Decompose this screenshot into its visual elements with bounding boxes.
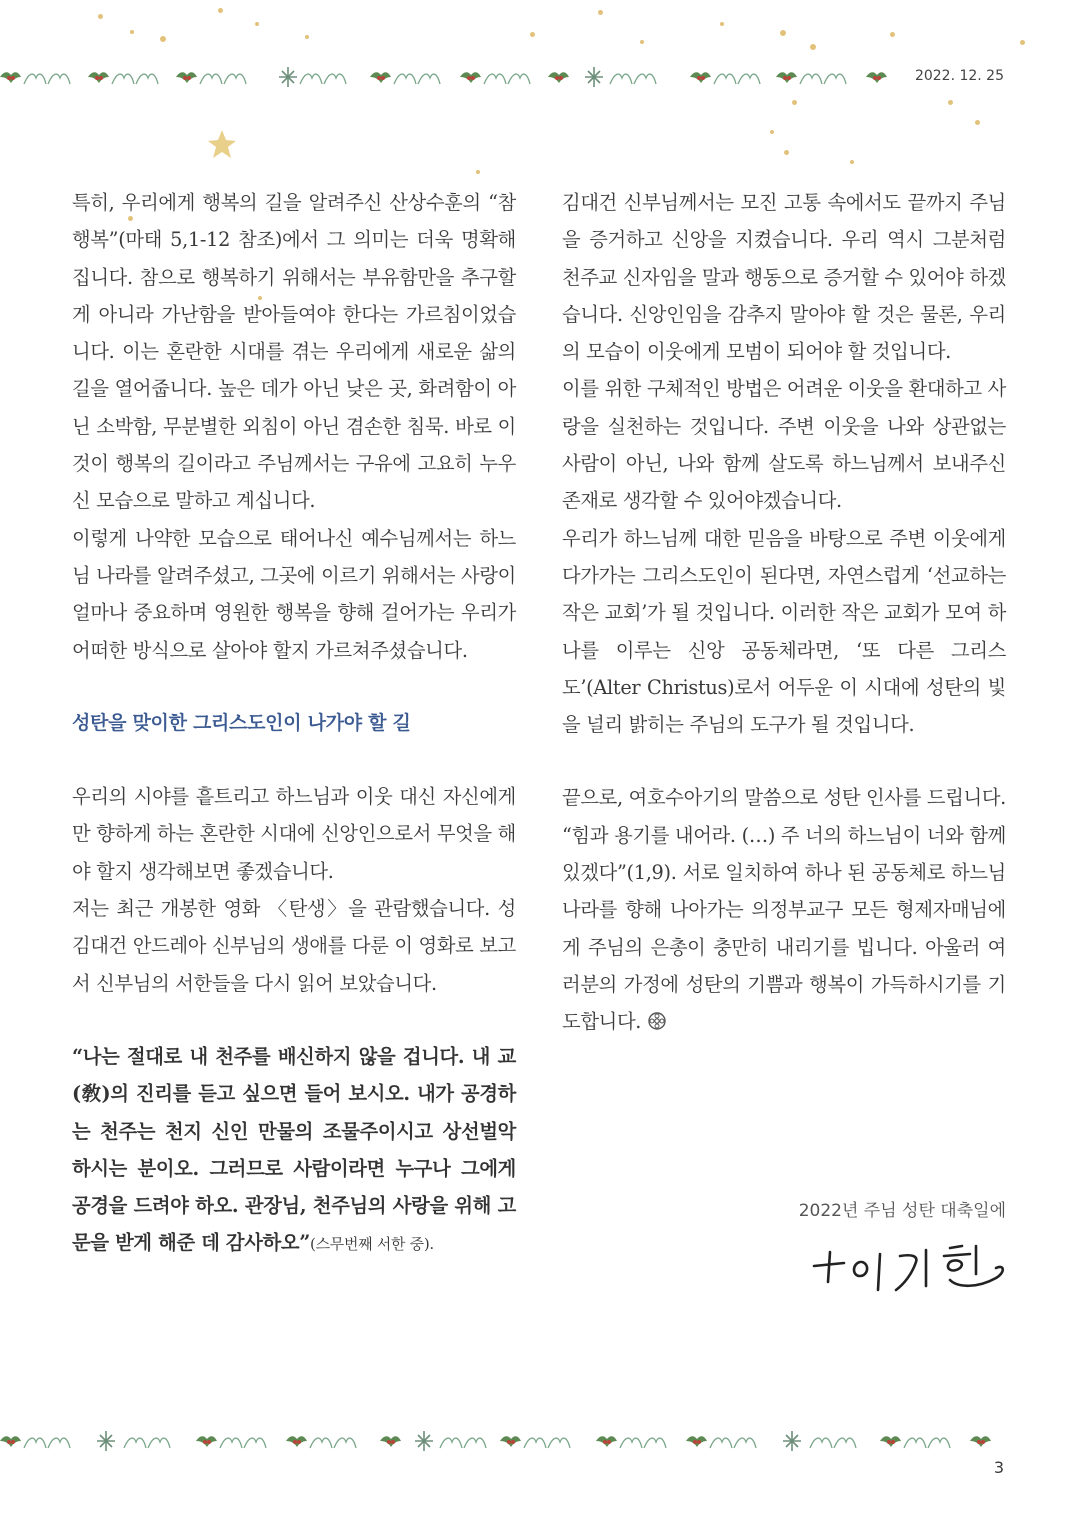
handwritten-signature — [800, 1232, 1020, 1302]
letter-quote — [72, 1038, 516, 1264]
holly-border-top — [0, 66, 1000, 88]
section-heading: 성탄을 맞이한 그리스도인이 나가야 할 길 — [72, 711, 411, 734]
issue-date: 2022. 12. 25 — [914, 68, 1004, 84]
signoff-line: 2022년 주님 성탄 대축일에 — [798, 1201, 1006, 1221]
body-paragraph: 김대건 신부님께서는 모진 고통 속에서도 끝까지 주님을 증거하고 신앙을 지켰습니다. 우리 역시 그분처럼 천주교 신자임을 말과 행동으로 증거할 수 있어야 하겠습니다. 신앙인임을 감추지 말아야 할 것은 물론, 우리의 모습이 이웃에게 모범이 되어야 할 것입니다. — [562, 191, 1006, 364]
body-paragraph: 우리가 하느님께 대한 믿음을 바탕으로 주변 이웃에게 다가가는 그리스도인이 된다면, 자연스럽게 ‘선교하는 작은 교회’가 될 것입니다. 이러한 작은 교회가 모여 하나를 이루는 신앙 공동체라면, ‘또 다른 그리스도’(Alter Christus)로서 어두운 이 시대에 성탄의 빛을 널리 밝히는 주님의 도구가 될 것입니다. — [562, 526, 1006, 737]
body-paragraph: 우리의 시야를 흩트리고 하느님과 이웃 대신 자신에게만 향하게 하는 혼란한 시대에 신앙인으로서 무엇을 해야 할지 생각해보면 좋겠습니다. — [72, 785, 516, 883]
closing-text: 끝으로, 여호수아기의 말씀으로 성탄 인사를 드립니다. “힘과 용기를 내어라. (…) 주 너의 하느님이 너와 함께 있겠다”(1,9). 서로 일치하여 하나 된 공동체로 하느님 나라를 향해 나아가는 의정부교구 모든 형제자매님에게 주님의 은총이 충만히 내리기를 빕니다. 아울러 여러분의 가정에 성탄의 기쁨과 행복이 가득하시기를 기도합니다. — [562, 786, 1006, 1034]
body-paragraph: 이렇게 나약한 모습으로 태어나신 예수님께서는 하느님 나라를 알려주셨고, 그곳에 이르기 위해서는 사랑이 얼마나 중요하며 영원한 행복을 향해 걸어가는 우리가 어떠한 방식으로 살아야 할지 가르쳐주셨습니다. — [72, 526, 516, 662]
page-number: 3 — [993, 1458, 1004, 1477]
flower-ornament-icon — [647, 1011, 667, 1031]
closing-paragraph — [562, 779, 1006, 1040]
left-column — [72, 184, 516, 1264]
right-column — [562, 184, 1006, 1041]
body-paragraph: 저는 최근 개봉한 영화 〈탄생〉을 관람했습니다. 성 김대건 안드레아 신부님의 생애를 다룬 이 영화로 보고서 신부님의 서한들을 다시 읽어 보았습니다. — [72, 897, 516, 995]
star-icon — [206, 128, 238, 160]
body-paragraph: 이를 위한 구체적인 방법은 어려운 이웃을 환대하고 사랑을 실천하는 것입니다. 주변 이웃을 나와 상관없는 사람이 아닌, 나와 함께 살도록 하느님께서 보내주신 존재로 생각할 수 있어야겠습니다. — [562, 377, 1006, 513]
quote-text: “나는 절대로 내 천주를 배신하지 않을 겁니다. 내 교(敎)의 진리를 듣고 싶으면 들어 보시오. 내가 공경하는 천주는 천지 신인 만물의 조물주이시고 상선벌악 하시는 분이오. 그러므로 사람이라면 누구나 그에게 공경을 드려야 하오. 관장님, 천주님의 사랑을 위해 고문을 받게 해준 데 감사하오” — [72, 1044, 516, 1255]
body-paragraph: 특히, 우리에게 행복의 길을 알려주신 산상수훈의 “참행복”(마태 5,1-12 참조)에서 그 의미는 더욱 명확해집니다. 참으로 행복하기 위해서는 부유함만을 추구할 게 아니라 가난함을 받아들여야 한다는 가르침이었습니다. 이는 혼란한 시대를 겪는 우리에게 새로운 삶의 길을 열어줍니다. 높은 데가 아닌 낮은 곳, 화려함이 아닌 소박함, 무분별한 외침이 아닌 겸손한 침묵. 바로 이것이 행복의 길이라고 주님께서는 구유에 고요히 누우신 모습으로 말하고 계십니다. — [72, 191, 516, 513]
holly-border-bottom — [0, 1430, 1000, 1452]
quote-source: (스무번째 서한 중). — [310, 1235, 434, 1254]
